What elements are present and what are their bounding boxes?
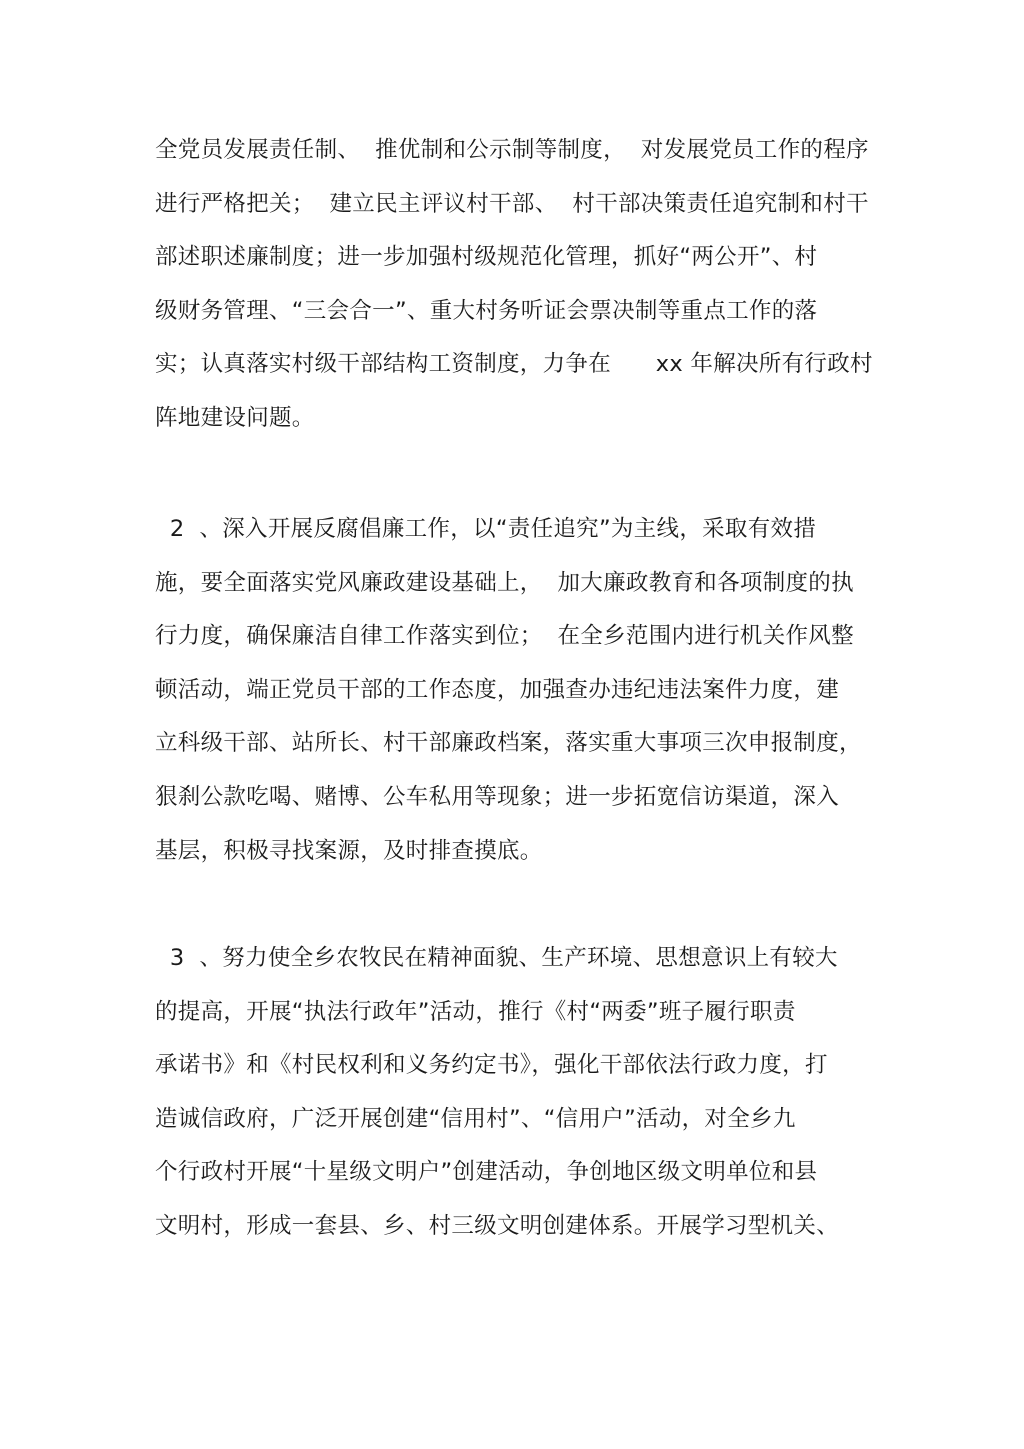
text-line: 基层，积极寻找案源，及时排查摸底。 bbox=[155, 837, 543, 864]
text-line: 行力度，确保廉洁自律工作落实到位； 在全乡范围内进行机关作风整 bbox=[155, 623, 854, 650]
text-line: 3 、努力使全乡农牧民在精神面貌、生产环境、思想意识上有较大 bbox=[155, 945, 838, 971]
text-line: 造诚信政府，广泛开展创建“信用村”、“信用户”活动，对全乡九 bbox=[155, 1105, 796, 1132]
text-line: 狠刹公款吃喝、赌博、公车私用等现象；进一步拓宽信访渠道，深入 bbox=[155, 783, 840, 810]
paragraph-party-system bbox=[155, 124, 875, 446]
text-line: 阵地建设问题。 bbox=[155, 404, 315, 431]
text-line: 施，要全面落实党风廉政建设基础上， 加大廉政教育和各项制度的执 bbox=[155, 569, 854, 596]
text-line: 文明村，形成一套县、乡、村三级文明创建体系。开展学习型机关、 bbox=[155, 1212, 840, 1239]
text-line: 部述职述廉制度；进一步加强村级规范化管理，抓好“两公开”、村 bbox=[155, 244, 818, 271]
paragraph-anti-corruption bbox=[155, 503, 875, 878]
text-line: 的提高，开展“执法行政年”活动，推行《村“两委”班子履行职责 bbox=[155, 998, 796, 1025]
text-line: 顿活动，端正党员干部的工作态度，加强查办违纪违法案件力度，建 bbox=[155, 676, 840, 703]
text-line: 承诺书》和《村民权利和义务约定书》，强化干部依法行政力度，打 bbox=[155, 1052, 828, 1079]
text-line: 立科级干部、站所长、村干部廉政档案，落实重大事项三次申报制度， bbox=[155, 730, 862, 757]
text-line: 进行严格把关； 建立民主评议村干部、 村干部决策责任追究制和村干 bbox=[155, 190, 869, 217]
paragraph-civilization-building bbox=[155, 932, 875, 1254]
text-line: 个行政村开展“十星级文明户”创建活动，争创地区级文明单位和县 bbox=[155, 1159, 818, 1186]
text-line: 级财务管理、“三会合一”、重大村务听证会票决制等重点工作的落 bbox=[155, 297, 818, 324]
text-line: 全党员发展责任制、 推优制和公示制等制度， 对发展党员工作的程序 bbox=[155, 137, 869, 163]
text-line: 2 、深入开展反腐倡廉工作，以“责任追究”为主线，采取有效措 bbox=[155, 516, 817, 542]
text-line: 实；认真落实村级干部结构工资制度，力争在 xx 年解决所有行政村 bbox=[155, 351, 873, 378]
